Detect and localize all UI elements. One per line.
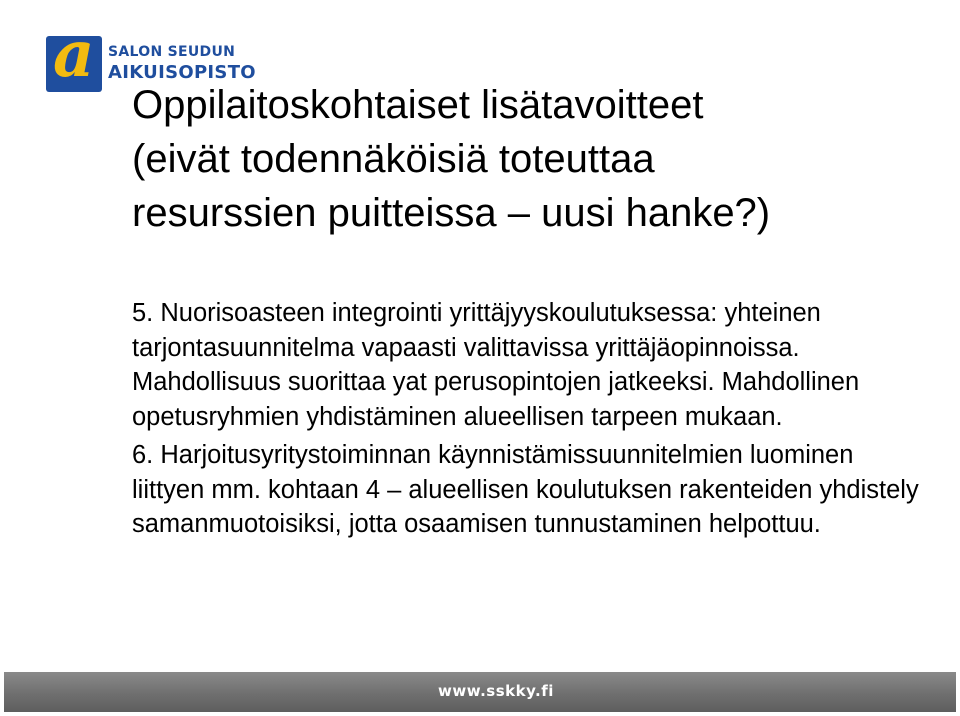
footer-url: www.sskky.fi [438, 682, 554, 700]
title-line-2: (eivät todennäköisiä toteuttaa [132, 137, 655, 181]
logo-text-line2: AIKUISOPISTO [108, 62, 256, 83]
logo-mark-letter: a [53, 36, 95, 92]
footer-bar [4, 672, 956, 712]
slide-body [132, 296, 932, 542]
list-item-5: 5. Nuorisoasteen integrointi yrittäjyyskoulutuksessa: yhteinen tarjontasuunnitelma vapaasti valittavissa yrittäjäopinnoissa. Mahdollisuus suorittaa yat perusopintojen jatkeeksi. Mahdollinen opetusryhmien yhdistäminen alueellisen tarpeen mukaan. [132, 299, 860, 431]
slide-title [132, 78, 932, 240]
logo-text-line1: SALON SEUDUN [108, 44, 236, 60]
title-line-3: resurssien puitteissa – uusi hanke?) [132, 191, 771, 235]
list-item-6: 6. Harjoitusyritystoiminnan käynnistämissuunnitelmien luominen liittyen mm. kohtaan 4 – alueellisen koulutuksen rakenteiden yhdistely samanmuotoisiksi, jotta osaamisen tunnustaminen helpottuu. [132, 441, 919, 538]
logo-mark-icon [46, 36, 102, 92]
title-line-1: Oppilaitoskohtaiset lisätavoitteet [132, 83, 704, 127]
